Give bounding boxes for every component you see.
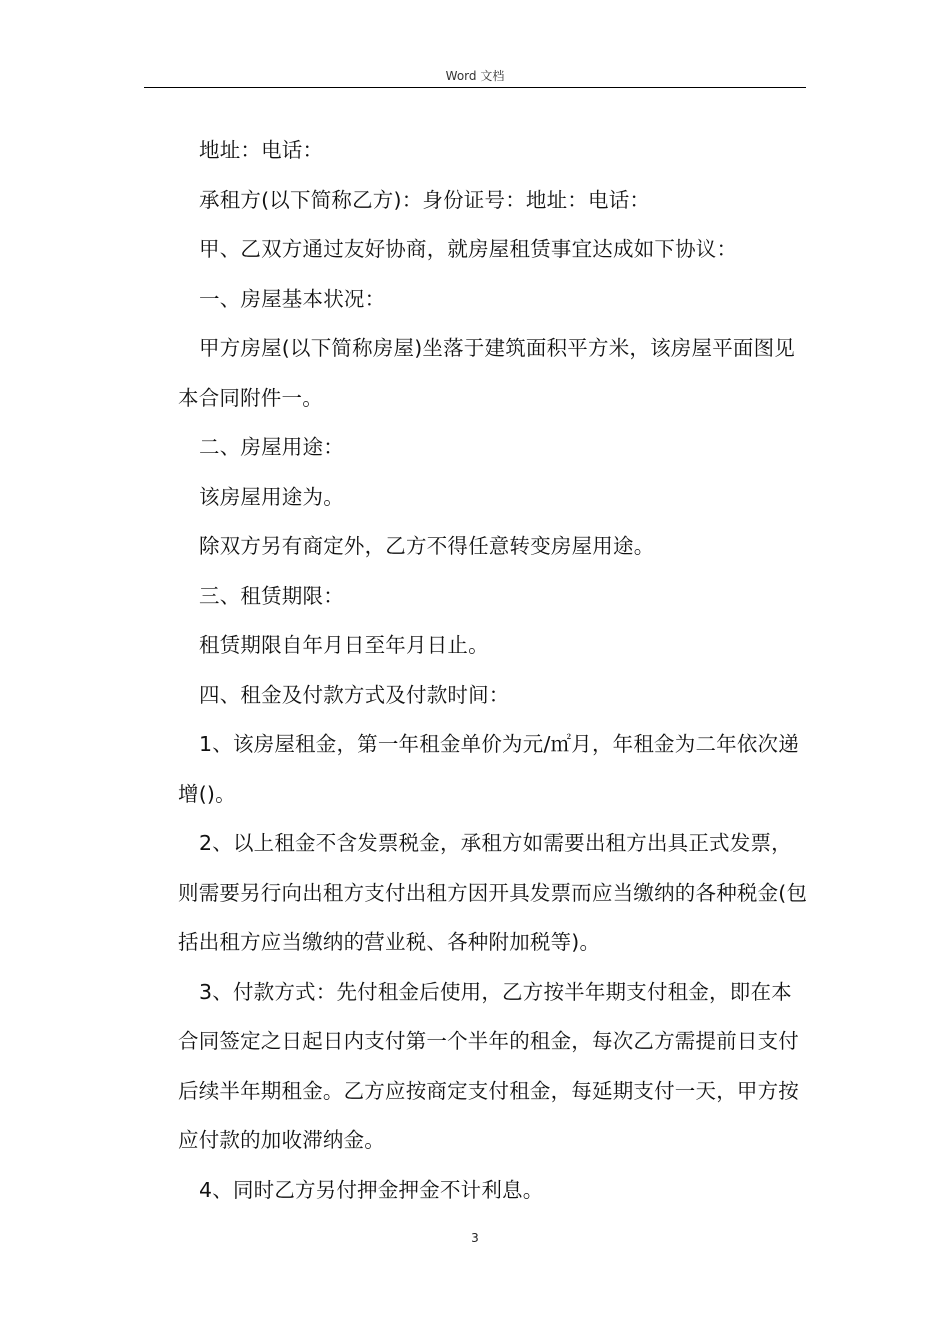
header-divider (144, 87, 806, 88)
paragraph: 1、该房屋租金，第一年租金单价为元/㎡月，年租金为二年依次递增()。 (178, 732, 799, 806)
section-heading: 三、租赁期限： (199, 583, 344, 608)
paragraph: 该房屋用途为。 (199, 484, 344, 509)
section-heading: 四、租金及付款方式及付款时间： (199, 682, 510, 707)
paragraph: 租赁期限自年月日至年月日止。 (199, 633, 489, 657)
paragraph: 4、同时乙方另付押金押金不计利息。 (199, 1177, 544, 1202)
paragraph: 甲方房屋(以下简称房屋)坐落于建筑面积平方米，该房屋平面图见本合同附件一。 (178, 336, 795, 410)
section-heading: 二、房屋用途： (199, 435, 344, 459)
page-header: Word 文档 (445, 69, 505, 83)
section-heading: 一、房屋基本状况： (199, 286, 386, 311)
paragraph: 除双方另有商定外，乙方不得任意转变房屋用途。 (199, 534, 655, 558)
paragraph: 3、付款方式：先付租金后使用，乙方按半年期支付租金，即在本合同签定之日起日内支付第一个半年的租金，每次乙方需提前日支付后续半年期租金。乙方应按商定支付租金，每延期支付一天，甲方按应付款的加收滞纳金。 (178, 979, 799, 1152)
paragraph: 2、以上租金不含发票税金，承租方如需要出租方出具正式发票，则需要另行向出租方支付出租方因开具发票而应当缴纳的各种税金(包括出租方应当缴纳的营业税、各种附加税等)。 (178, 831, 808, 954)
page-number: 3 (471, 1231, 479, 1245)
document-body (178, 126, 808, 1215)
paragraph: 承租方(以下简称乙方)：身份证号：地址：电话： (199, 187, 651, 212)
paragraph: 地址：电话： (199, 138, 324, 162)
paragraph: 甲、乙双方通过友好协商，就房屋租赁事宜达成如下协议： (199, 237, 738, 261)
